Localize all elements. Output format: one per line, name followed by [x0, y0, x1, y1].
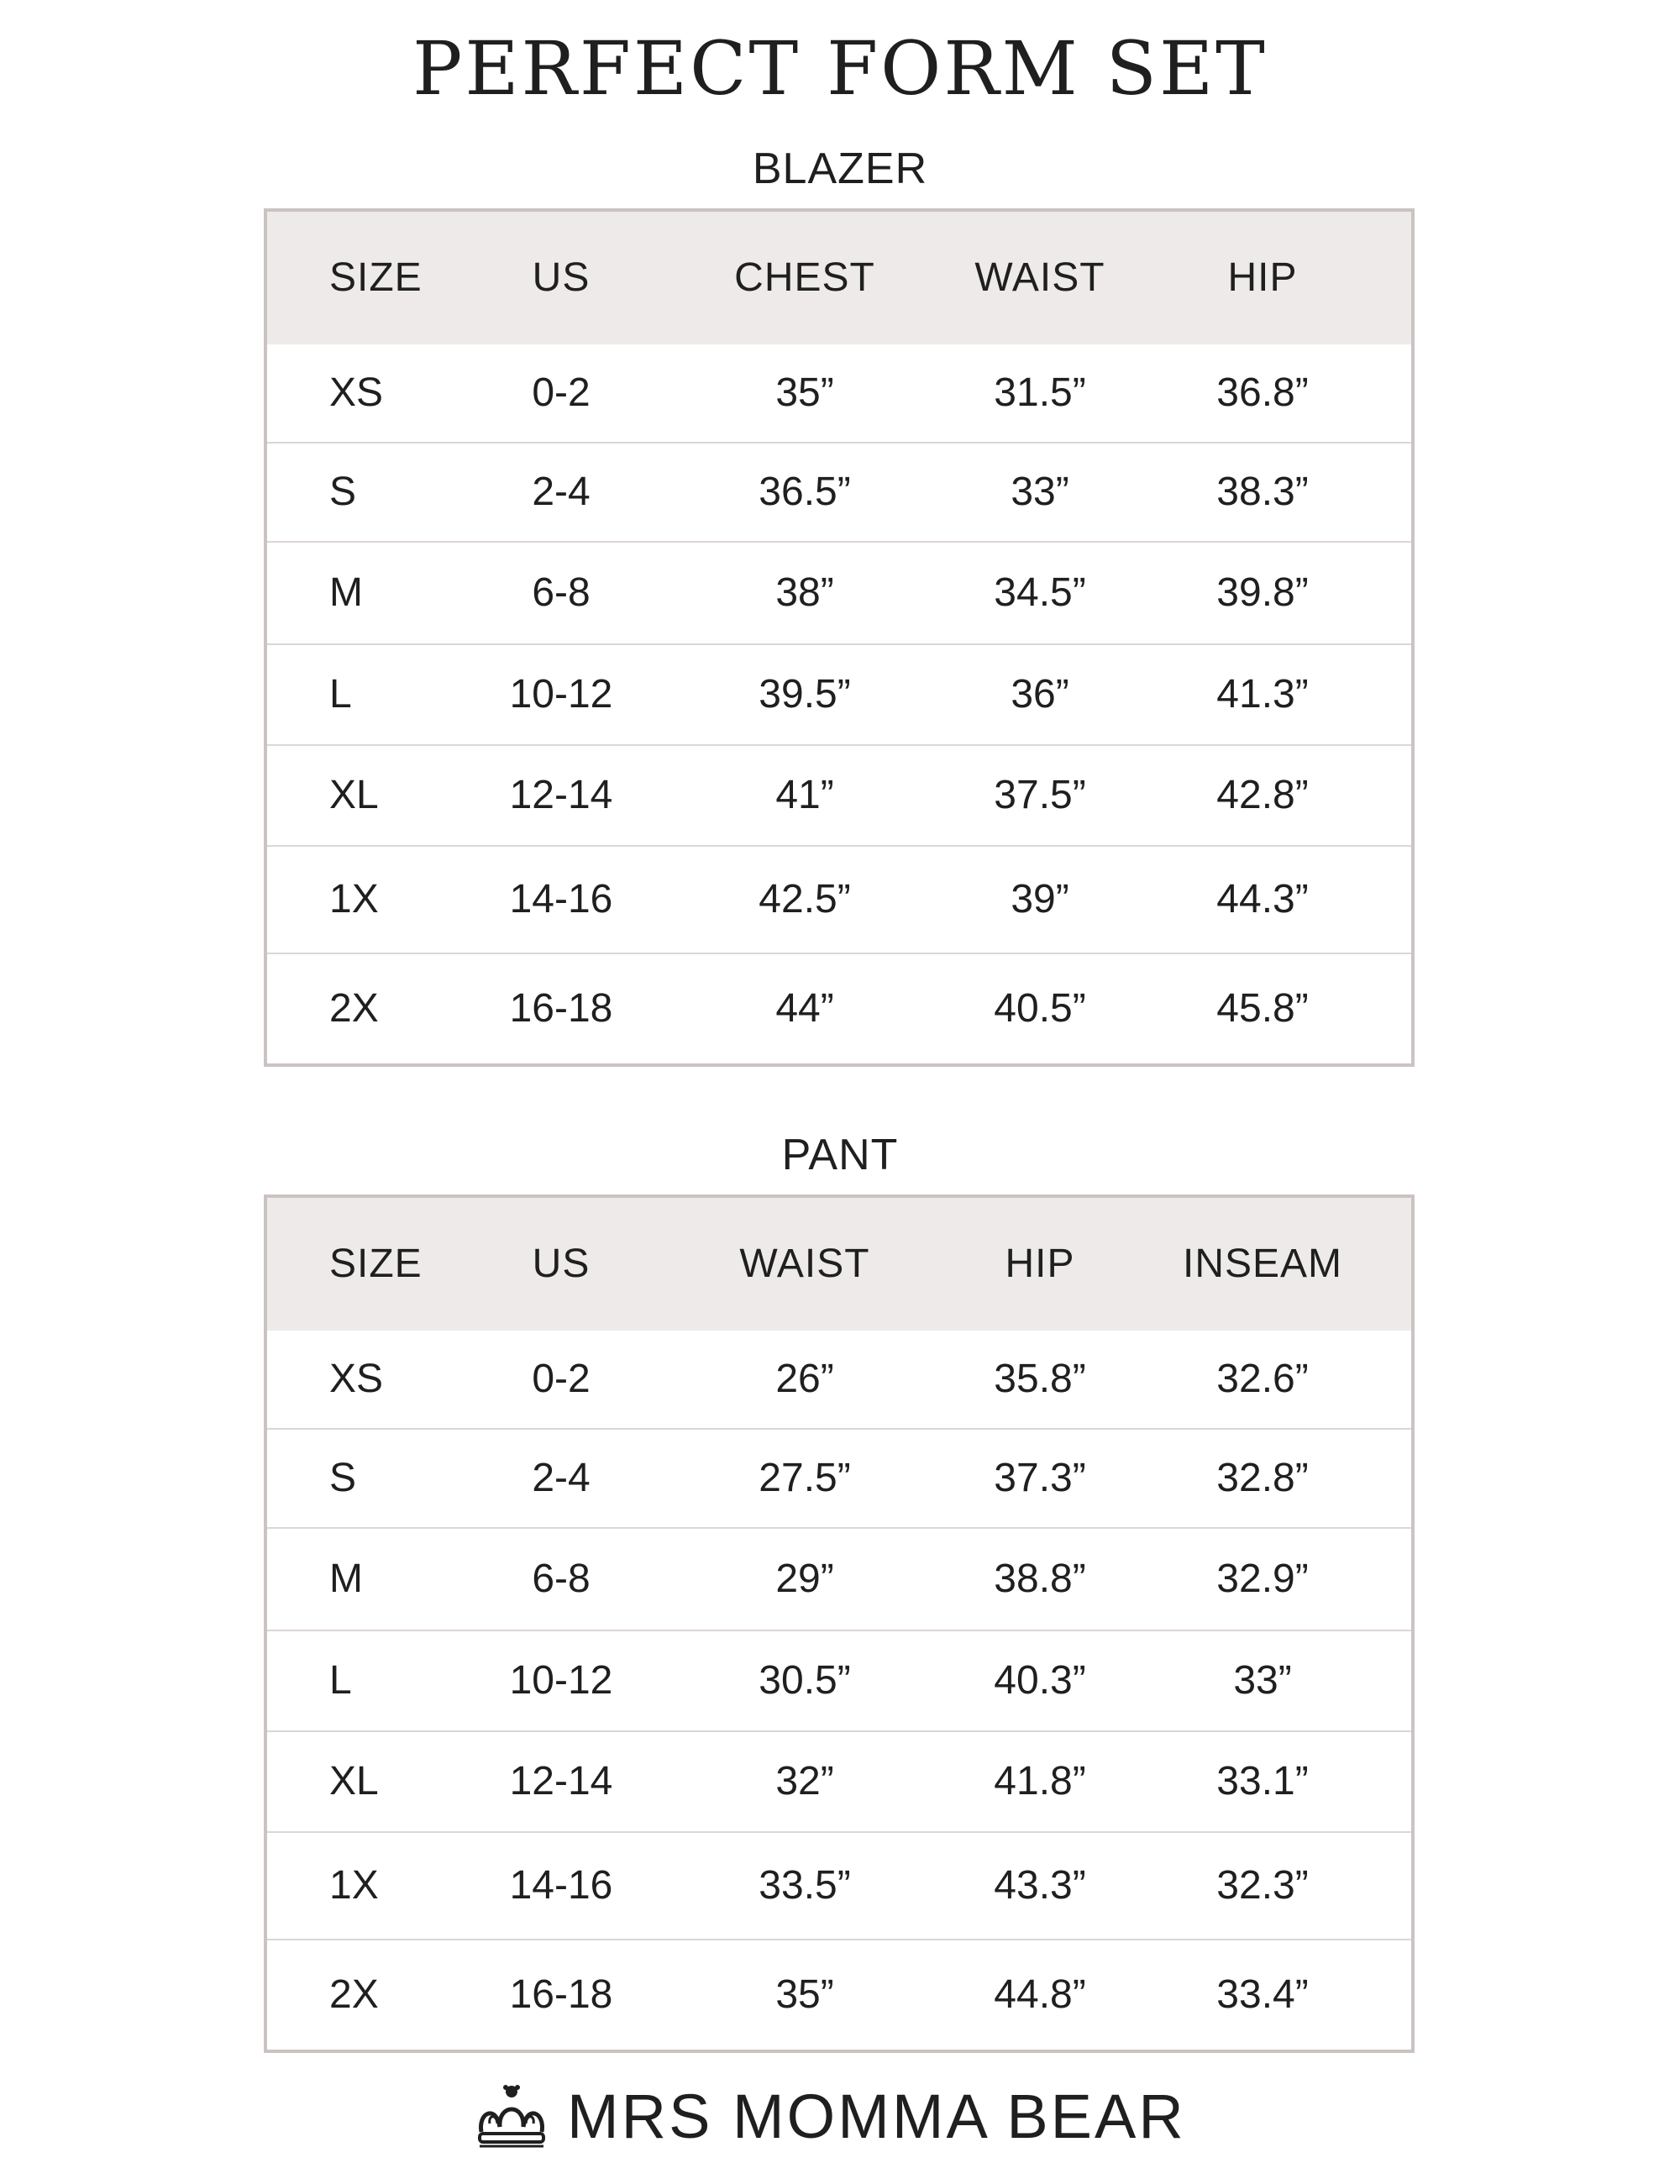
size-cell: L — [329, 672, 352, 717]
us-cell: 0-2 — [532, 370, 591, 415]
waist-cell: 31.5” — [994, 370, 1086, 415]
brand-logo-lockup — [475, 2075, 1186, 2159]
inseam-cell: 33.1” — [1216, 1759, 1309, 1803]
pant-header-hip: HIP — [1005, 1242, 1075, 1286]
pant-header-size: SIZE — [329, 1242, 423, 1286]
size-cell: XL — [329, 1759, 379, 1803]
size-cell: L — [329, 1658, 352, 1703]
blazer-table-row — [267, 344, 1411, 442]
chest-cell: 44” — [775, 986, 834, 1031]
waist-cell: 33.5” — [759, 1863, 851, 1908]
chest-cell: 35” — [775, 370, 834, 415]
blazer-size-table — [264, 208, 1415, 1067]
waist-cell: 37.5” — [994, 773, 1086, 817]
us-cell: 10-12 — [509, 1658, 613, 1703]
blazer-table-row — [267, 845, 1411, 953]
size-cell: XL — [329, 773, 379, 817]
blazer-header-row — [267, 212, 1411, 344]
hip-cell: 44.8” — [994, 1972, 1086, 2017]
waist-cell: 34.5” — [994, 570, 1086, 615]
brand-name: MRS MOMMA BEAR — [567, 2082, 1186, 2151]
pant-table-row — [267, 1630, 1411, 1730]
pant-size-table — [264, 1194, 1415, 2053]
pant-table-row — [267, 1939, 1411, 2050]
blazer-table-row — [267, 643, 1411, 744]
inseam-cell: 32.8” — [1216, 1456, 1309, 1500]
pant-table-row — [267, 1831, 1411, 1939]
us-cell: 12-14 — [509, 773, 613, 817]
hip-cell: 36.8” — [1216, 370, 1309, 415]
size-cell: XS — [329, 370, 384, 415]
us-cell: 16-18 — [509, 986, 613, 1031]
page-title: PERFECT FORM SET — [412, 25, 1268, 112]
waist-cell: 36” — [1011, 672, 1069, 717]
blazer-header-waist: WAIST — [974, 255, 1105, 300]
hip-cell: 42.8” — [1216, 773, 1309, 817]
blazer-table-row — [267, 744, 1411, 845]
blazer-header-hip: HIP — [1227, 255, 1298, 300]
hip-cell: 38.3” — [1216, 470, 1309, 514]
hip-cell: 37.3” — [994, 1456, 1086, 1500]
pant-header-row — [267, 1198, 1411, 1331]
waist-cell: 29” — [775, 1557, 834, 1601]
pant-header-waist: WAIST — [739, 1242, 870, 1286]
hip-cell: 41.3” — [1216, 672, 1309, 717]
hip-cell: 40.3” — [994, 1658, 1086, 1703]
us-cell: 0-2 — [532, 1357, 591, 1401]
hip-cell: 35.8” — [994, 1357, 1086, 1401]
blazer-table-row — [267, 953, 1411, 1063]
inseam-cell: 32.3” — [1216, 1863, 1309, 1908]
us-cell: 6-8 — [532, 1557, 591, 1601]
pant-table-row — [267, 1331, 1411, 1428]
us-cell: 12-14 — [509, 1759, 613, 1803]
inseam-cell: 32.9” — [1216, 1557, 1309, 1601]
pant-header-us: US — [532, 1242, 591, 1286]
waist-cell: 32” — [775, 1759, 834, 1803]
waist-cell: 39” — [1011, 877, 1069, 921]
chest-cell: 39.5” — [759, 672, 851, 717]
pant-table-row — [267, 1730, 1411, 1831]
size-cell: 2X — [329, 1972, 379, 2017]
size-cell: 1X — [329, 1863, 379, 1908]
blazer-header-chest: CHEST — [734, 255, 875, 300]
size-cell: 1X — [329, 877, 379, 921]
waist-cell: 33” — [1011, 470, 1069, 514]
waist-cell: 26” — [775, 1357, 834, 1401]
inseam-cell: 32.6” — [1216, 1357, 1309, 1401]
size-cell: S — [329, 470, 357, 514]
size-cell: XS — [329, 1357, 384, 1401]
waist-cell: 27.5” — [759, 1456, 851, 1500]
hip-cell: 43.3” — [994, 1863, 1086, 1908]
pant-table-row — [267, 1527, 1411, 1630]
us-cell: 2-4 — [532, 470, 591, 514]
us-cell: 6-8 — [532, 570, 591, 615]
size-cell: M — [329, 1557, 363, 1601]
us-cell: 14-16 — [509, 877, 613, 921]
us-cell: 10-12 — [509, 672, 613, 717]
size-cell: 2X — [329, 986, 379, 1031]
size-cell: S — [329, 1456, 357, 1500]
chest-cell: 36.5” — [759, 470, 851, 514]
waist-cell: 40.5” — [994, 986, 1086, 1031]
chest-cell: 38” — [775, 570, 834, 615]
chest-cell: 42.5” — [759, 877, 851, 921]
waist-cell: 30.5” — [759, 1658, 851, 1703]
inseam-cell: 33.4” — [1216, 1972, 1309, 2017]
blazer-table-row — [267, 541, 1411, 643]
size-cell: M — [329, 570, 363, 615]
blazer-header-us: US — [532, 255, 591, 300]
blazer-section-title: BLAZER — [752, 144, 928, 193]
blazer-header-size: SIZE — [329, 255, 423, 300]
us-cell: 2-4 — [532, 1456, 591, 1500]
blazer-table-row — [267, 442, 1411, 541]
hip-cell: 39.8” — [1216, 570, 1309, 615]
hip-cell: 38.8” — [994, 1557, 1086, 1601]
hip-cell: 44.3” — [1216, 877, 1309, 921]
hip-cell: 45.8” — [1216, 986, 1309, 1031]
waist-cell: 35” — [775, 1972, 834, 2017]
chest-cell: 41” — [775, 773, 834, 817]
crown-bear-icon — [475, 2083, 549, 2150]
inseam-cell: 33” — [1233, 1658, 1292, 1703]
us-cell: 14-16 — [509, 1863, 613, 1908]
us-cell: 16-18 — [509, 1972, 613, 2017]
pant-header-inseam: INSEAM — [1182, 1242, 1343, 1286]
pant-section-title: PANT — [781, 1131, 899, 1179]
pant-table-row — [267, 1428, 1411, 1527]
hip-cell: 41.8” — [994, 1759, 1086, 1803]
